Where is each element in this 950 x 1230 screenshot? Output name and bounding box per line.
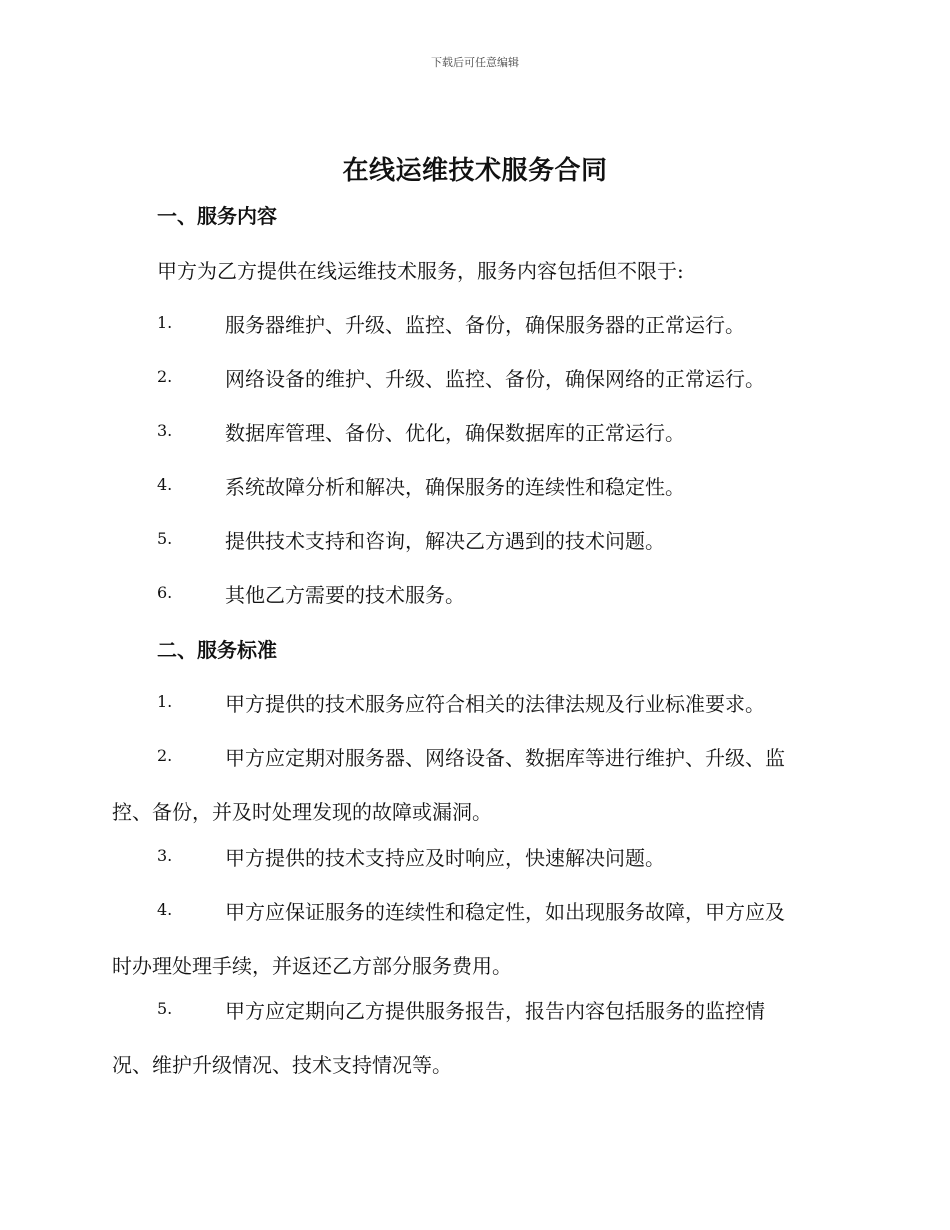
list-item-text: 提供技术支持和咨询，解决乙方遇到的技术问题。 [225,529,665,553]
list-item-number: 2. [157,367,173,386]
list-item-number: 1. [157,313,173,332]
header-note: 下载后可任意编辑 [431,56,519,69]
list-item-continuation: 时办理处理手续，并返还乙方部分服务费用。 [112,954,512,978]
list-item-text: 系统故障分析和解决，确保服务的连续性和稳定性。 [225,475,685,499]
list-item-continuation: 控、备份，并及时处理发现的故障或漏洞。 [112,800,492,824]
list-item-continuation: 况、维护升级情况、技术支持情况等。 [112,1053,452,1077]
list-item-text: 网络设备的维护、升级、监控、备份，确保网络的正常运行。 [225,367,765,391]
list-item-text: 甲方应定期对服务器、网络设备、数据库等进行维护、升级、监 [225,746,785,770]
list-item-number: 4. [157,900,173,919]
list-item-number: 3. [157,421,173,440]
list-item-number: 6. [157,583,173,602]
section-heading-service-standard: 二、服务标准 [157,638,277,662]
list-item-number: 1. [157,692,173,711]
list-item-number: 2. [157,746,173,765]
list-item-text: 其他乙方需要的技术服务。 [225,583,465,607]
list-item-number: 3. [157,846,173,865]
list-item-number: 5. [157,999,173,1018]
list-item-text: 服务器维护、升级、监控、备份，确保服务器的正常运行。 [225,313,745,337]
list-item-text: 甲方提供的技术支持应及时响应，快速解决问题。 [225,846,665,870]
list-item-text: 甲方应定期向乙方提供服务报告，报告内容包括服务的监控情 [225,999,765,1023]
section-heading-service-content: 一、服务内容 [157,204,277,228]
list-item-number: 5. [157,529,173,548]
page-title: 在线运维技术服务合同 [342,156,608,186]
list-item-text: 甲方提供的技术服务应符合相关的法律法规及行业标准要求。 [225,692,765,716]
list-item-text: 甲方应保证服务的连续性和稳定性，如出现服务故障，甲方应及 [225,900,785,924]
list-item-text: 数据库管理、备份、优化，确保数据库的正常运行。 [225,421,685,445]
section-intro: 甲方为乙方提供在线运维技术服务，服务内容包括但不限于: [157,259,684,283]
list-item-number: 4. [157,475,173,494]
